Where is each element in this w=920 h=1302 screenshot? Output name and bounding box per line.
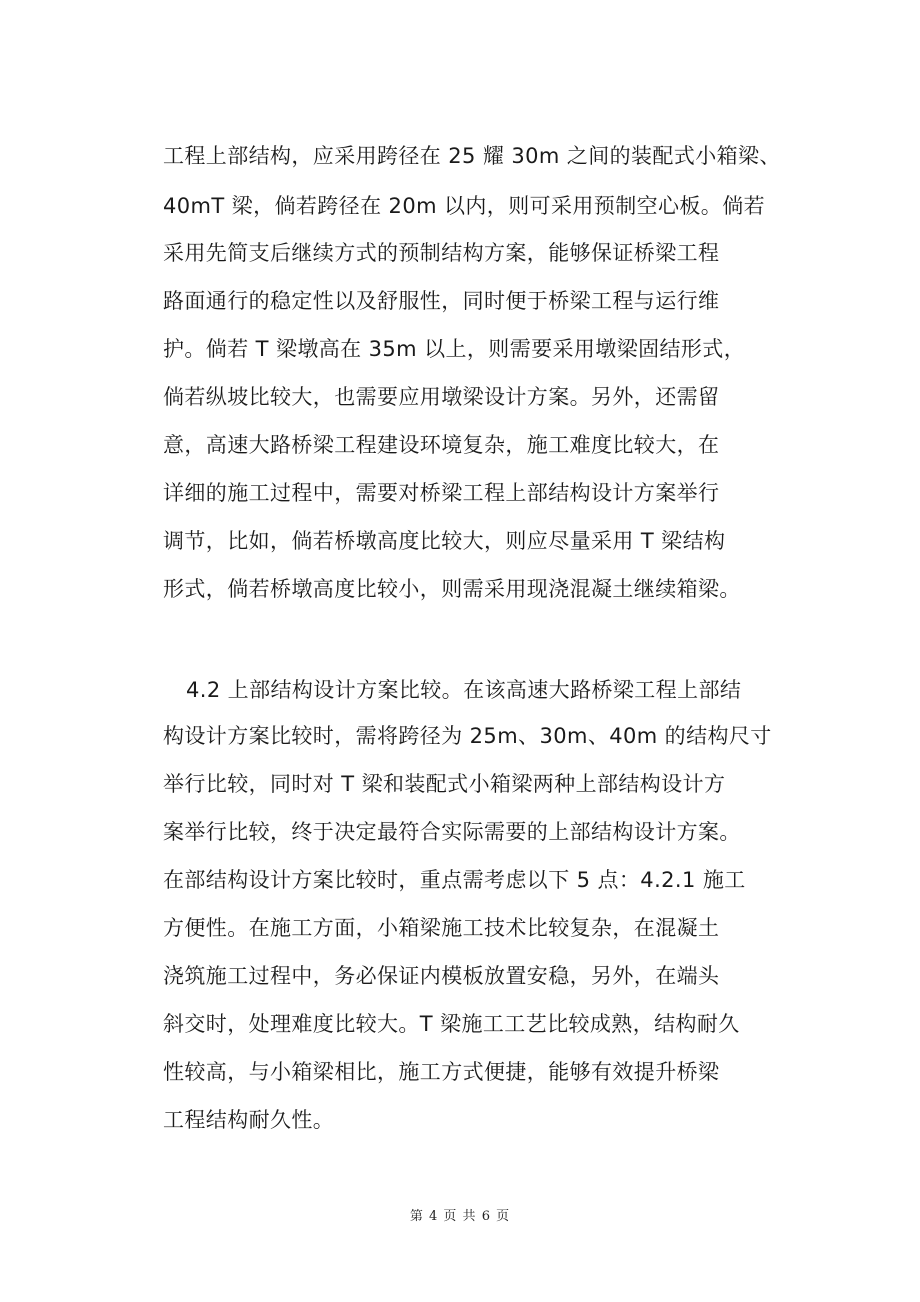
text-line: 方便性。在施工方面，小箱梁施工技术比较复杂，在混凝土 [163, 916, 720, 940]
text-line: 工程结构耐久性。 [163, 1108, 335, 1132]
text-line: 在部结构设计方案比较时，重点需考虑以下 5 点：4.2.1 施工 [163, 868, 746, 892]
text-line: 倘若纵坡比较大，也需要应用墩梁设计方案。另外，还需留 [163, 385, 720, 409]
text-line: 意，高速大路桥梁工程建设环境复杂，施工难度比较大，在 [163, 433, 720, 457]
text-line: 采用先简支后继续方式的预制结构方案，能够保证桥梁工程 [163, 241, 720, 265]
text-line: 构设计方案比较时，需将跨径为 25m、30m、40m 的结构尺寸 [163, 724, 772, 748]
text-line: 浇筑施工过程中，务必保证内模板放置安稳，另外，在端头 [163, 964, 720, 988]
text-line: 斜交时，处理难度比较大。T 梁施工工艺比较成熟，结构耐久 [163, 1012, 740, 1036]
text-line: 形式，倘若桥墩高度比较小，则需采用现浇混凝土继续箱梁。 [163, 577, 741, 601]
text-line: 护。倘若 T 梁墩高在 35m 以上，则需要采用墩梁固结形式， [163, 337, 746, 361]
text-line: 40mT 梁，倘若跨径在 20m 以内，则可采用预制空心板。倘若 [163, 194, 766, 218]
text-line: 路面通行的稳定性以及舒服性，同时便于桥梁工程与运行维 [163, 289, 720, 313]
text-line: 案举行比较，终于决定最符合实际需要的上部结构设计方案。 [163, 820, 741, 844]
page-number-footer: 第 4 页 共 6 页 [409, 1209, 511, 1224]
text-line: 工程上部结构，应采用跨径在 25 耀 30m 之间的装配式小箱梁、 [163, 144, 781, 168]
text-line: 性较高，与小箱梁相比，施工方式便捷，能够有效提升桥梁 [163, 1060, 720, 1084]
text-line: 调节，比如，倘若桥墩高度比较大，则应尽量采用 T 梁结构 [163, 529, 726, 553]
text-line: 举行比较，同时对 T 梁和装配式小箱梁两种上部结构设计方 [163, 772, 726, 796]
text-line: 详细的施工过程中，需要对桥梁工程上部结构设计方案举行 [163, 481, 720, 505]
text-line: 4.2 上部结构设计方案比较。在该高速大路桥梁工程上部结 [186, 678, 742, 702]
